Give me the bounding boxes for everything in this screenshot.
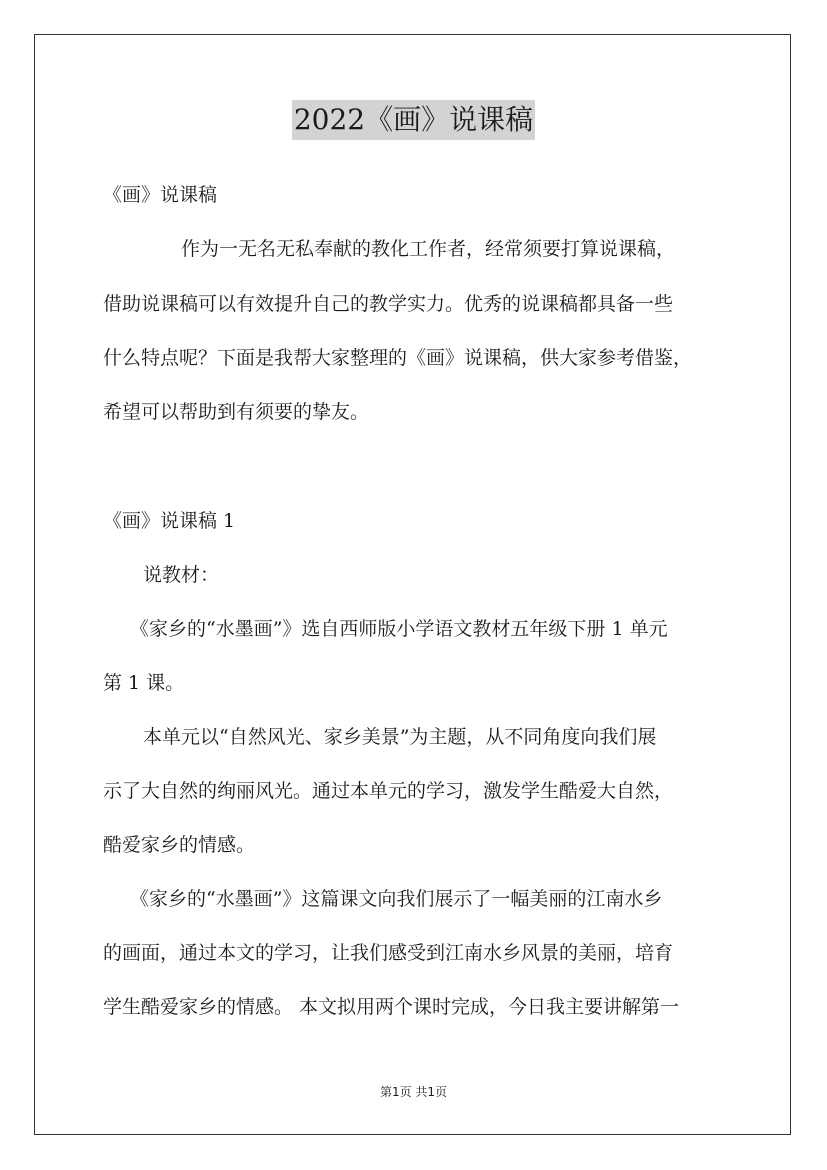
paragraph-line: 希望可以帮助到有须要的挚友。 xyxy=(103,401,370,423)
paragraph-line: 第 1 课。 xyxy=(103,672,185,694)
document-title: 2022《画》说课稿 xyxy=(292,100,535,140)
paragraph-line: 什么特点呢？下面是我帮大家整理的《画》说课稿，供大家参考借鉴， xyxy=(103,347,693,369)
title-container xyxy=(0,100,827,140)
paragraph-line: 的画面，通过本文的学习，让我们感受到江南水乡风景的美丽，培育 xyxy=(103,942,674,964)
subtitle-line: 《画》说课稿 xyxy=(103,184,218,206)
paragraph-line: 借助说课稿可以有效提升自己的教学实力。优秀的说课稿都具备一些 xyxy=(103,293,674,315)
section-heading: 《画》说课稿 1 xyxy=(103,510,236,532)
paragraph-line: 示了大自然的绚丽风光。通过本单元的学习，激发学生酷爱大自然， xyxy=(103,780,674,802)
paragraph-line: 酷爱家乡的情感。 xyxy=(103,834,256,856)
paragraph-line: 学生酷爱家乡的情感。 本文拟用两个课时完成，今日我主要讲解第一 xyxy=(103,996,680,1018)
paragraph-line: 本单元以“自然风光、家乡美景”为主题，从不同角度向我们展 xyxy=(143,726,657,748)
paragraph-line: 作为一无名无私奉献的教化工作者，经常须要打算说课稿， xyxy=(181,238,676,260)
paragraph-line: 《家乡的“水墨画”》这篇课文向我们展示了一幅美丽的江南水乡 xyxy=(130,888,663,910)
paragraph-line: 《家乡的“水墨画”》选自西师版小学语文教材五年级下册 1 单元 xyxy=(130,618,668,640)
page-footer: 第1页 共1页 xyxy=(379,1085,448,1099)
paragraph-line: 说教材： xyxy=(143,564,220,586)
